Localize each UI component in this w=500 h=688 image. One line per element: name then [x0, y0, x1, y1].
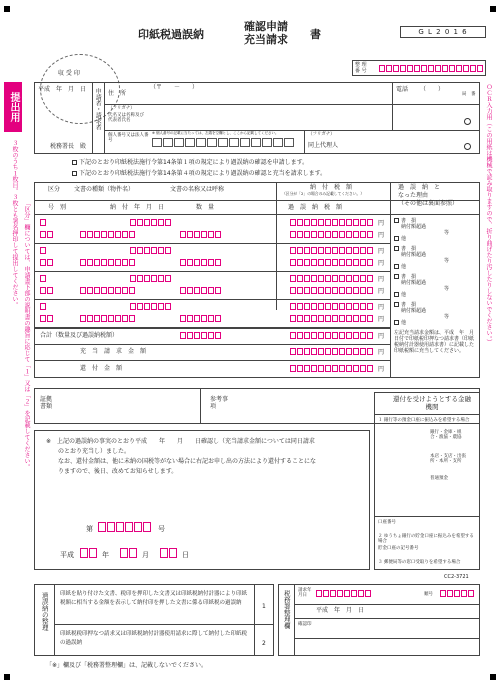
date-cells[interactable]	[80, 287, 136, 294]
total-qty-cells[interactable]	[180, 332, 222, 339]
bottom-num-2: 2	[262, 640, 266, 647]
reason-options[interactable]: 書 損 納付額超過 等 他	[394, 218, 449, 242]
date-cells[interactable]	[80, 231, 136, 238]
totals-note: 左記充当請求金額は、平成 年 月 日付で印紙税印押なつ請求書（印紙税納付計器使用請求書）に記載した印紙税額に充当してください。	[394, 330, 480, 354]
application-date: 平成 年 月 日	[38, 86, 87, 93]
bank-item-7: 貯金口座の記号番号	[378, 546, 419, 551]
amount-cells[interactable]	[290, 287, 374, 294]
th-date: 納 付 年 月 日	[110, 204, 165, 211]
office-label: 税務署整理欄	[282, 590, 291, 629]
checkbox[interactable]	[394, 302, 399, 307]
th-no: 号 別	[48, 204, 67, 211]
footer-note: 「※」欄及び「税務署整理欄」は、記載しないでください。	[46, 662, 208, 669]
yen-label: 円	[378, 248, 385, 255]
kanpu-label: 還 付 金 額	[80, 365, 123, 372]
no-cells[interactable]	[40, 231, 54, 238]
yen-label: 円	[378, 316, 385, 323]
left-note: ３枚のうち１枚目。３枚とも署名押印して提出してください。	[11, 140, 18, 308]
bank-item-4: 普通預金	[430, 476, 448, 481]
bottom-item-2: 印紙税税印押なつ請求又は印紙税納付計器使用請求に際して納付した印紙税の過誤納	[60, 631, 248, 646]
evidence-label: 証拠書類	[40, 396, 53, 411]
date-cells[interactable]	[80, 315, 136, 322]
reason-options[interactable]: 書 損 納付額超過 等 他	[394, 302, 449, 326]
kubun-cell[interactable]	[40, 219, 47, 226]
title-right: 書	[310, 28, 321, 41]
doc-type-cells[interactable]	[130, 247, 172, 254]
furigana-label-2: （フリガナ）	[308, 132, 335, 137]
check-apply[interactable]	[72, 159, 308, 166]
statement-line3: なお、還付金額は、他に未納の国税等がない場合に右記お申し出の方法により還付することにな	[58, 458, 317, 465]
bango-cells[interactable]	[440, 590, 475, 597]
check-request[interactable]	[72, 170, 326, 177]
registration-mark	[490, 6, 496, 12]
bank-item-8: ３ 郵便局等の窓口受取りを希望する場合	[378, 560, 461, 565]
registration-mark	[4, 6, 10, 12]
doc-type-cells[interactable]	[130, 219, 172, 226]
total-label: 合計（数量及び過誤納税額）	[40, 332, 119, 339]
checkbox[interactable]	[394, 320, 399, 325]
left-note-2: 「区分」欄については、申請書下部の説明書の趣旨に応じて「１」又は「２」を記載してください。	[23, 200, 30, 470]
applicant-label: 申請者・請求者	[94, 88, 102, 130]
bank-item-5: 口座番号	[378, 520, 396, 525]
phone-paren: （ ）	[420, 86, 445, 93]
th-tax-note: （区分が「2」の場合のみ記載してください。）	[282, 191, 365, 196]
reason-options[interactable]: 書 損 納付額超過 等 他	[394, 246, 449, 270]
phone-ext: 局 番	[462, 92, 476, 97]
bank-item-2: 銀行・金庫・組合・漁協・農協	[430, 430, 462, 441]
qty-cells[interactable]	[180, 259, 222, 266]
amount-cells[interactable]	[290, 231, 374, 238]
bottom-heisei: 平成 年 月 日	[316, 607, 365, 614]
corp-number-label: 個人番号又は法人番号	[108, 133, 149, 144]
checkbox[interactable]	[394, 246, 399, 251]
month-cells[interactable]	[120, 548, 138, 558]
go-label: 号	[158, 525, 165, 533]
checkbox[interactable]	[394, 218, 399, 223]
checkbox[interactable]	[394, 274, 399, 279]
kanpu-amount-cells[interactable]	[290, 365, 374, 372]
th-doc-type: 文書の種類（物件名）	[74, 186, 135, 193]
amount-cells[interactable]	[290, 315, 374, 322]
heisei-label: 平成	[60, 551, 74, 559]
check-apply-label: 下記のとおり印紙税法施行令第14条第１項の規定により過誤納の確認を申請します。	[79, 159, 309, 166]
bank-item-6: ２ ゆうちょ銀行の貯金口座に振込みを希望する場合	[378, 534, 474, 545]
total-amount-cells[interactable]	[290, 332, 374, 339]
tax-cells[interactable]	[290, 219, 374, 226]
reference-label: 参考事項	[210, 396, 229, 411]
total-yen: 円	[378, 333, 385, 340]
yen-label: 円	[378, 304, 385, 311]
bank-item-1: １ 銀行等の預金口座に振込みを希望する場合	[378, 418, 470, 423]
tax-cells[interactable]	[290, 303, 374, 310]
seiri-bango-label: 整 理 番 号	[355, 62, 367, 74]
code-2: CC2-3721	[444, 574, 469, 580]
name-label: 氏名又は名称及び代表者氏名	[108, 113, 144, 124]
juto-amount-cells[interactable]	[290, 348, 374, 355]
kubun-cell[interactable]	[40, 275, 47, 282]
no-cells[interactable]	[40, 287, 54, 294]
agent-label: 同上代理人	[308, 142, 339, 149]
th-kubun: 区分	[48, 186, 61, 193]
month-label: 月	[142, 551, 149, 559]
kanpu-yen: 円	[378, 366, 385, 373]
statement-line4: りますので、後日、改めてお知らせします。	[58, 468, 178, 475]
juto-label: 充 当 請 求 金 額	[80, 348, 147, 355]
reason-options[interactable]: 書 損 納付額超過 等 他	[394, 274, 449, 298]
doc-type-cells[interactable]	[130, 275, 172, 282]
address-label: 住 所	[108, 90, 127, 97]
statement-line1: ※ 上記の過誤納の事実のとおり平成 年 月 日確認し（充当請求金額については同日請求	[46, 438, 315, 445]
juto-yen: 円	[378, 349, 385, 356]
kubun-cell[interactable]	[40, 303, 47, 310]
seiri-bango-box	[352, 60, 486, 76]
title-stack-top: 確認申請	[244, 20, 288, 33]
side-tab: 提出用	[4, 82, 22, 132]
yen-label: 円	[378, 288, 385, 295]
checkbox[interactable]	[394, 264, 399, 269]
checkbox[interactable]	[72, 160, 77, 165]
th-doc-name: 文書の名称又は呼称	[170, 186, 225, 193]
th-amount: 過 誤 納 税 額	[288, 204, 343, 211]
checkbox[interactable]	[394, 292, 399, 297]
corp-number-cells[interactable]	[152, 138, 295, 147]
date-cells[interactable]	[80, 259, 136, 266]
stamp-label: 収 受 印	[58, 70, 80, 77]
bango-label: 順号	[424, 592, 433, 597]
req-date-cells[interactable]	[316, 590, 372, 597]
qty-cells[interactable]	[180, 231, 222, 238]
day-cells[interactable]	[160, 548, 178, 558]
amount-cells[interactable]	[290, 259, 374, 266]
bottom-item-1: 印紙を貼り付けた文書、税印を押印した文書又は印紙税納付計器により印紙税額に相当する金額を表示して納付印を押した文書に係る印紙税の過誤納	[60, 591, 248, 606]
doc-type-cells[interactable]	[130, 303, 172, 310]
th-qty: 数 量	[196, 204, 215, 211]
yen-label: 円	[378, 232, 385, 239]
title-left: 印紙税過誤納	[138, 28, 204, 41]
th-reason: 過 誤 納 と なった理由 （その他は裏面参照）	[398, 184, 459, 207]
checkbox[interactable]	[394, 236, 399, 241]
phone-label: 電話	[396, 86, 409, 93]
year-cells[interactable]	[80, 548, 98, 558]
seal-circle	[464, 143, 471, 150]
bottom-side-label: 過誤納の整理	[40, 592, 49, 631]
checkbox[interactable]	[72, 171, 77, 176]
yen-label: 円	[378, 276, 385, 283]
no-cells[interactable]	[40, 315, 54, 322]
form-code: G L 2 0 1 6	[418, 28, 468, 36]
year-label: 年	[102, 551, 109, 559]
tax-cells[interactable]	[290, 247, 374, 254]
no-cells[interactable]	[40, 259, 54, 266]
tax-cells[interactable]	[290, 275, 374, 282]
postal: （〒 － ）	[150, 84, 199, 91]
tax-office: 税務署長 殿	[50, 143, 87, 150]
dai-number-cells[interactable]	[98, 522, 152, 532]
kubun-cell[interactable]	[40, 247, 47, 254]
dai-label: 第	[86, 525, 93, 533]
bottom-num-1: 1	[262, 603, 266, 610]
th-tax: 納 付 税 額	[310, 184, 353, 191]
form-code-box	[400, 26, 486, 38]
title-stack-bottom: 充当請求	[244, 33, 288, 46]
check-request-label: 下記のとおり印紙税法施行令第14条第４項の規定により過誤納の確認と充当を請求します。	[79, 170, 327, 177]
qty-cells[interactable]	[180, 315, 222, 322]
registration-mark	[4, 674, 10, 680]
yen-label: 円	[378, 220, 385, 227]
seiri-bango-cells[interactable]	[379, 65, 484, 72]
registration-mark	[490, 674, 496, 680]
bank-item-3: 本店・支店・出張所・本所・支所	[430, 454, 466, 465]
yen-label: 円	[378, 260, 385, 267]
req-date-label: 請求年月日	[298, 588, 312, 599]
right-note: ＯＣＲ入力用（この用紙は機械で読み取りますので、折り曲げたり汚したりしないでください。）	[485, 84, 492, 345]
day-label: 日	[182, 551, 189, 559]
seal-circle	[464, 118, 471, 125]
corp-number-note: ※ 個人番号の記載に当たっては、左端を空欄とし、ここから記載してください。	[152, 131, 279, 135]
confirm-label: 確認印	[298, 622, 312, 627]
statement-line2: のとおり充当し）ました。	[58, 448, 131, 455]
qty-cells[interactable]	[180, 287, 222, 294]
title-stack	[244, 20, 288, 46]
furigana-label: （フリガナ）	[108, 106, 135, 111]
refund-bank-title: 還付を受けようとする金融機関	[393, 395, 471, 411]
